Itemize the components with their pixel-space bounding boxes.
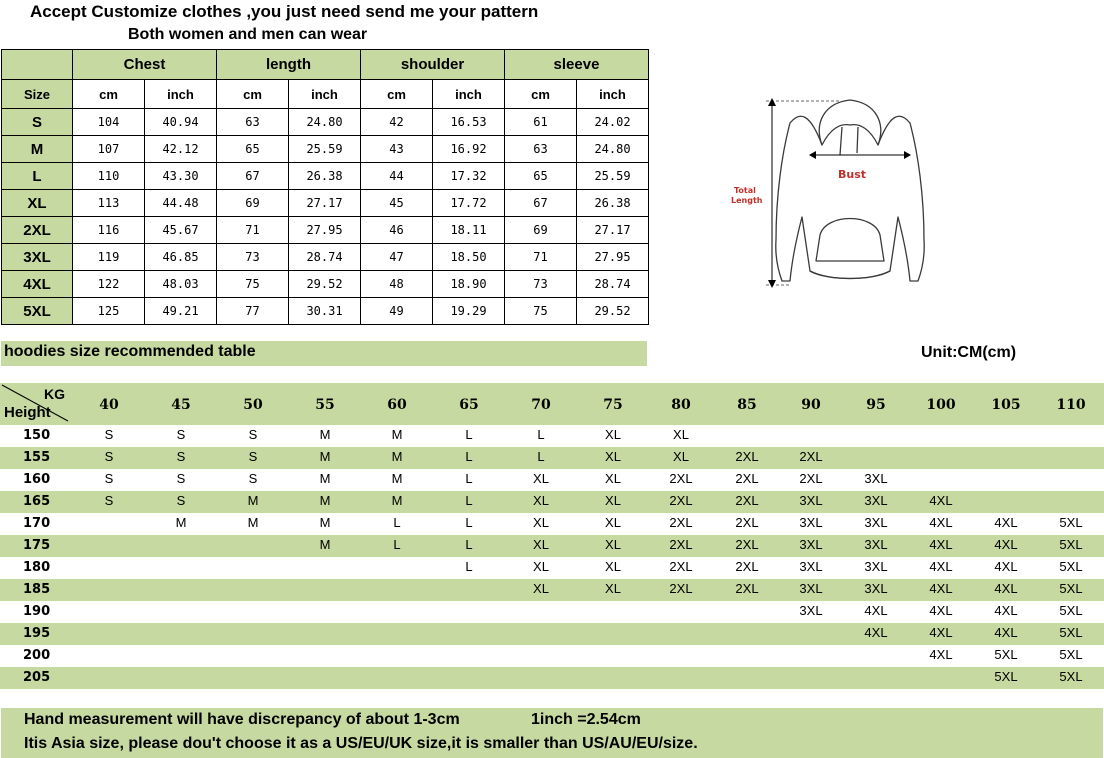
recommend-cell: L: [537, 449, 545, 464]
measure-cell: 46.85: [145, 244, 217, 271]
recommend-cell: 4XL: [994, 581, 1018, 596]
recommend-cell: M: [319, 471, 331, 486]
size-row: [2, 163, 649, 190]
measure-cell: 113: [73, 190, 145, 217]
hoodie-body: [776, 116, 924, 281]
recommend-cell: XL: [605, 581, 621, 596]
recommend-cell: S: [104, 493, 114, 508]
measure-cell: 24.02: [577, 109, 649, 136]
recommend-cell: 3XL: [799, 581, 823, 596]
unit-header: cm: [217, 80, 289, 109]
recommend-cell: XL: [605, 449, 621, 464]
measure-cell: 73: [217, 244, 289, 271]
measure-cell: 75: [217, 271, 289, 298]
recommend-cell: S: [104, 471, 114, 486]
recommend-cell: 3XL: [799, 603, 823, 618]
recommend-cell: M: [391, 493, 403, 508]
measure-cell: 67: [217, 163, 289, 190]
measure-cell: 63: [505, 136, 577, 163]
recommend-cell: XL: [533, 515, 549, 530]
drawstring-right: [857, 127, 858, 153]
size-header: Size: [2, 80, 73, 109]
measure-cell: 42.12: [145, 136, 217, 163]
recommend-cell: S: [176, 427, 186, 442]
weight-header: 75: [603, 397, 623, 413]
recommend-cell: XL: [533, 493, 549, 508]
measure-cell: 30.31: [289, 298, 361, 325]
header-line-1: Accept Customize clothes ,you just need send me your pattern: [30, 2, 539, 21]
weight-header: 60: [387, 397, 407, 413]
measure-cell: 46: [361, 217, 433, 244]
hood-outline: [819, 100, 880, 145]
recommend-cell: 5XL: [1059, 581, 1083, 596]
weight-header: 85: [737, 397, 757, 413]
recommend-cell: XL: [605, 559, 621, 574]
recommend-cell: 2XL: [735, 581, 759, 596]
recommend-cell: XL: [533, 559, 549, 574]
measure-cell: 65: [505, 163, 577, 190]
drawstring-left: [840, 127, 842, 155]
recommend-cell: 4XL: [929, 493, 953, 508]
height-value: 165: [23, 494, 51, 509]
recommend-cell: L: [393, 537, 401, 552]
measure-cell: 67: [505, 190, 577, 217]
height-value: 160: [23, 472, 51, 487]
recommend-cell: L: [465, 537, 473, 552]
recommend-cell: L: [393, 515, 401, 530]
recommend-cell: 4XL: [929, 625, 953, 640]
height-value: 175: [23, 538, 51, 553]
size-rows: [2, 109, 649, 325]
recommend-cell: XL: [605, 471, 621, 486]
size-label-cell: 3XL: [2, 244, 73, 271]
row-band: [0, 447, 1104, 469]
recommend-cell: 3XL: [864, 515, 888, 530]
height-value: 200: [23, 648, 51, 663]
recommend-cell: S: [176, 493, 186, 508]
recommend-cell: 4XL: [929, 559, 953, 574]
measure-cell: 71: [217, 217, 289, 244]
pocket: [816, 219, 884, 262]
recommend-cell: 2XL: [735, 559, 759, 574]
group-header-chest: Chest: [73, 50, 217, 80]
weight-header: 110: [1056, 397, 1086, 413]
recommend-cell: 3XL: [864, 537, 888, 552]
recommend-cell: 4XL: [994, 625, 1018, 640]
size-row: [2, 271, 649, 298]
recommend-cell: L: [465, 471, 473, 486]
recommend-cell: 5XL: [994, 647, 1018, 662]
size-label-cell: L: [2, 163, 73, 190]
recommend-cell: XL: [673, 449, 689, 464]
unit-header: cm: [505, 80, 577, 109]
recommend-cell: 4XL: [864, 603, 888, 618]
recommend-cell: 3XL: [799, 515, 823, 530]
weight-header: 45: [171, 397, 191, 413]
measure-cell: 18.50: [433, 244, 505, 271]
recommend-cell: M: [247, 493, 259, 508]
measure-cell: 16.53: [433, 109, 505, 136]
recommend-cell: 2XL: [669, 537, 693, 552]
cuff: [810, 271, 890, 279]
recommend-cell: 4XL: [864, 625, 888, 640]
recommend-cell: XL: [533, 581, 549, 596]
measure-cell: 43.30: [145, 163, 217, 190]
size-chart-table: [1, 49, 649, 325]
height-value: 150: [23, 428, 51, 443]
weight-header: 65: [459, 397, 479, 413]
recommend-cell: 4XL: [929, 515, 953, 530]
corner-cell: [2, 50, 73, 80]
measure-cell: 28.74: [577, 271, 649, 298]
height-value: 180: [23, 560, 51, 575]
measure-cell: 28.74: [289, 244, 361, 271]
measure-cell: 110: [73, 163, 145, 190]
measure-cell: 29.52: [577, 298, 649, 325]
recommend-cell: S: [176, 449, 186, 464]
recommend-cell: S: [248, 427, 258, 442]
group-header-length: length: [217, 50, 361, 80]
measure-cell: 104: [73, 109, 145, 136]
measure-cell: 75: [505, 298, 577, 325]
recommend-cell: 2XL: [799, 449, 823, 464]
height-value: 185: [23, 582, 51, 597]
weight-header: 70: [531, 397, 551, 413]
measure-cell: 49: [361, 298, 433, 325]
weight-header: 50: [243, 397, 263, 413]
recommend-cell: S: [248, 449, 258, 464]
recommend-cell: 2XL: [735, 515, 759, 530]
measure-cell: 18.11: [433, 217, 505, 244]
recommend-cell: 4XL: [994, 515, 1018, 530]
size-label-cell: M: [2, 136, 73, 163]
height-value: 205: [23, 670, 51, 685]
weight-header: 55: [315, 397, 335, 413]
recommend-cell: XL: [605, 427, 621, 442]
measure-cell: 27.17: [577, 217, 649, 244]
measure-cell: 119: [73, 244, 145, 271]
recommend-cell: 3XL: [864, 471, 888, 486]
weight-header: 95: [866, 397, 886, 413]
recommend-cell: 3XL: [799, 493, 823, 508]
recommend-cell: 5XL: [1059, 537, 1083, 552]
measure-cell: 29.52: [289, 271, 361, 298]
height-value: 190: [23, 604, 51, 619]
recommend-cell: M: [319, 449, 331, 464]
recommend-cell: 5XL: [1059, 515, 1083, 530]
recommend-cell: M: [175, 515, 187, 530]
weight-header: 105: [991, 397, 1021, 413]
recommend-cell: 3XL: [864, 581, 888, 596]
measure-cell: 17.72: [433, 190, 505, 217]
weight-header: 80: [671, 397, 691, 413]
height-value: 170: [23, 516, 51, 531]
recommend-cell: 5XL: [1059, 603, 1083, 618]
measure-cell: 25.59: [289, 136, 361, 163]
measure-cell: 116: [73, 217, 145, 244]
total-length-label-2: Length: [731, 196, 763, 205]
measure-cell: 69: [505, 217, 577, 244]
measure-cell: 125: [73, 298, 145, 325]
recommend-cell: 2XL: [735, 471, 759, 486]
recommend-cell: 5XL: [994, 669, 1018, 684]
footer-note-inch: 1inch =2.54cm: [531, 711, 641, 728]
recommend-cell: 5XL: [1059, 647, 1083, 662]
recommend-cell: 3XL: [864, 559, 888, 574]
size-label-cell: XL: [2, 190, 73, 217]
bust-label: Bust: [838, 168, 867, 181]
measure-cell: 61: [505, 109, 577, 136]
size-label-cell: 2XL: [2, 217, 73, 244]
measure-cell: 43: [361, 136, 433, 163]
recommend-cell: 5XL: [1059, 559, 1083, 574]
recommend-cell: 2XL: [735, 493, 759, 508]
recommend-cell: XL: [605, 493, 621, 508]
recommend-cell: 5XL: [1059, 625, 1083, 640]
size-label-cell: S: [2, 109, 73, 136]
measure-cell: 45: [361, 190, 433, 217]
recommend-cell: L: [465, 427, 473, 442]
measure-cell: 19.29: [433, 298, 505, 325]
hoodie-diagram: [730, 95, 955, 295]
recommend-cell: M: [391, 471, 403, 486]
measure-cell: 18.90: [433, 271, 505, 298]
recommend-cell: 4XL: [994, 559, 1018, 574]
recommend-cell: S: [248, 471, 258, 486]
measure-cell: 16.92: [433, 136, 505, 163]
measure-cell: 63: [217, 109, 289, 136]
measure-cell: 27.17: [289, 190, 361, 217]
measure-cell: 42: [361, 109, 433, 136]
size-row: [2, 136, 649, 163]
unit-header: inch: [145, 80, 217, 109]
recommend-cell: L: [465, 449, 473, 464]
measure-cell: 48: [361, 271, 433, 298]
recommend-cell: 3XL: [864, 493, 888, 508]
measure-cell: 71: [505, 244, 577, 271]
recommend-cell: M: [319, 515, 331, 530]
measure-cell: 47: [361, 244, 433, 271]
recommend-cell: 2XL: [735, 449, 759, 464]
measure-cell: 27.95: [577, 244, 649, 271]
height-value: 195: [23, 626, 51, 641]
measure-cell: 122: [73, 271, 145, 298]
size-row: [2, 190, 649, 217]
measure-cell: 44: [361, 163, 433, 190]
group-header-shoulder: shoulder: [361, 50, 505, 80]
recommend-cell: S: [104, 449, 114, 464]
measure-cell: 45.67: [145, 217, 217, 244]
recommend-cell: 2XL: [669, 581, 693, 596]
measure-cell: 27.95: [289, 217, 361, 244]
recommend-cell: 4XL: [929, 581, 953, 596]
measure-cell: 40.94: [145, 109, 217, 136]
size-row: [2, 109, 649, 136]
measure-cell: 107: [73, 136, 145, 163]
recommend-cell: 4XL: [929, 537, 953, 552]
recommend-cell: L: [465, 493, 473, 508]
measure-cell: 69: [217, 190, 289, 217]
recommend-cell: 3XL: [799, 559, 823, 574]
recommend-cell: 3XL: [799, 537, 823, 552]
footer-note-1: Hand measurement will have discrepancy of about 1-3cm: [24, 711, 460, 728]
measure-cell: 44.48: [145, 190, 217, 217]
recommend-cell: 4XL: [929, 603, 953, 618]
recommend-cell: XL: [673, 427, 689, 442]
recommend-cell: M: [247, 515, 259, 530]
header-line-2: Both women and men can wear: [128, 26, 368, 43]
recommend-cell: L: [465, 559, 473, 574]
recommend-cell: 4XL: [994, 537, 1018, 552]
measure-cell: 25.59: [577, 163, 649, 190]
recommend-cell: 4XL: [929, 647, 953, 662]
measure-cell: 26.38: [577, 190, 649, 217]
recommend-cell: XL: [605, 515, 621, 530]
unit-header: inch: [577, 80, 649, 109]
recommend-cell: XL: [605, 537, 621, 552]
measure-cell: 65: [217, 136, 289, 163]
unit-header: cm: [361, 80, 433, 109]
kg-label: KG: [44, 386, 65, 402]
recommend-cell: L: [537, 427, 545, 442]
recommend-cell: M: [391, 427, 403, 442]
weight-header: 40: [99, 397, 119, 413]
measure-cell: 24.80: [289, 109, 361, 136]
recommend-title: hoodies size recommended table: [4, 343, 256, 360]
recommend-cell: S: [176, 471, 186, 486]
weight-header: 90: [801, 397, 821, 413]
recommend-cell: M: [391, 449, 403, 464]
height-value: 155: [23, 450, 51, 465]
measure-cell: 48.03: [145, 271, 217, 298]
recommend-cell: 4XL: [994, 603, 1018, 618]
weight-header: 100: [926, 397, 956, 413]
recommend-cell: M: [319, 427, 331, 442]
group-header-sleeve: sleeve: [505, 50, 649, 80]
recommend-cell: M: [319, 493, 331, 508]
measure-cell: 17.32: [433, 163, 505, 190]
size-row: [2, 217, 649, 244]
measure-cell: 77: [217, 298, 289, 325]
recommend-cell: M: [319, 537, 331, 552]
measure-cell: 49.21: [145, 298, 217, 325]
size-row: [2, 244, 649, 271]
recommend-cell: L: [465, 515, 473, 530]
recommend-cell: XL: [533, 537, 549, 552]
unit-header: inch: [289, 80, 361, 109]
unit-header: cm: [73, 80, 145, 109]
recommend-cell: 2XL: [735, 537, 759, 552]
recommend-cell: 2XL: [669, 493, 693, 508]
measure-cell: 73: [505, 271, 577, 298]
recommend-cell: 5XL: [1059, 669, 1083, 684]
recommend-cell: 2XL: [799, 471, 823, 486]
row-band: [0, 667, 1104, 689]
measure-cell: 24.80: [577, 136, 649, 163]
size-label-cell: 5XL: [2, 298, 73, 325]
height-label: Height: [4, 404, 51, 421]
recommend-cell: XL: [533, 471, 549, 486]
recommend-cell: S: [104, 427, 114, 442]
recommend-cell: 2XL: [669, 471, 693, 486]
size-row: [2, 298, 649, 325]
unit-header: inch: [433, 80, 505, 109]
footer-note-2: Itis Asia size, please dou't choose it as a US/EU/UK size,it is smaller than US/AU/EU/size.: [24, 735, 698, 752]
total-length-label: Total: [734, 186, 756, 195]
recommend-cell: 2XL: [669, 559, 693, 574]
size-label-cell: 4XL: [2, 271, 73, 298]
recommend-cell: 2XL: [669, 515, 693, 530]
unit-label: Unit:CM(cm): [921, 344, 1017, 361]
measure-cell: 26.38: [289, 163, 361, 190]
